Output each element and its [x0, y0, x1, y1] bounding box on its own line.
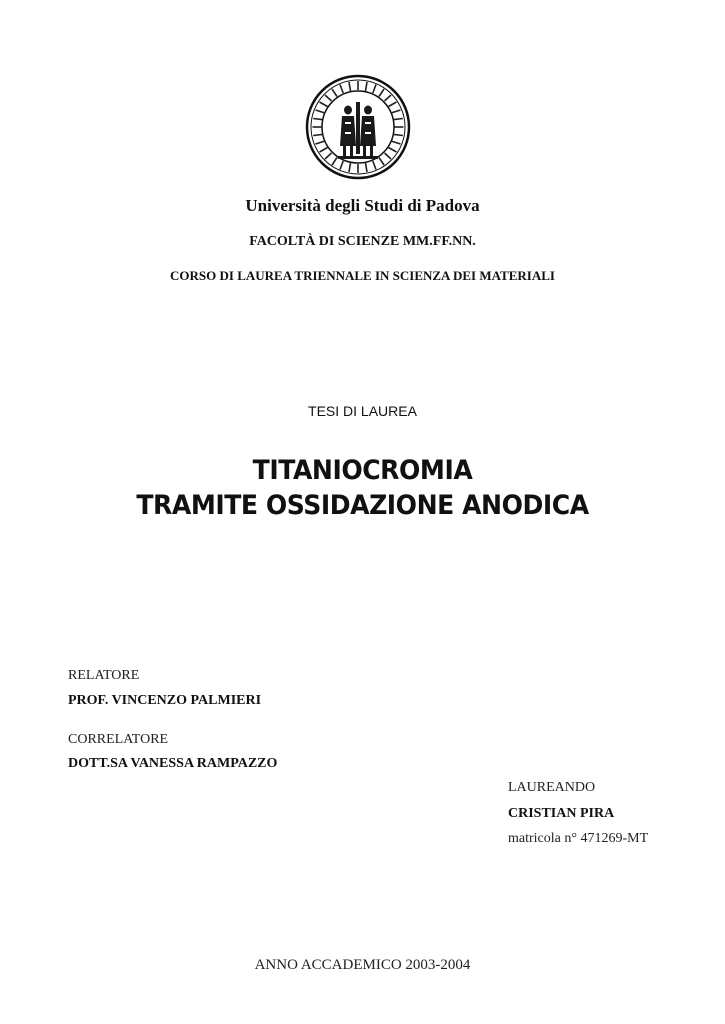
university-seal-icon [305, 74, 411, 180]
thesis-title-line-1: TITANIOCROMIA [252, 455, 473, 486]
course-name: CORSO DI LAUREA TRIENNALE IN SCIENZA DEI MATERIALI [170, 268, 555, 283]
academic-year: ANNO ACCADEMICO 2003-2004 [254, 957, 471, 973]
graduate-name: CRISTIAN PIRA [508, 806, 615, 821]
university-name: Università degli Studi di Padova [245, 196, 480, 215]
co-supervisor-label: CORRELATORE [68, 732, 169, 747]
graduate-matricola: matricola n° 471269-MT [508, 831, 649, 846]
graduate-label: LAUREANDO [508, 780, 596, 795]
faculty-name: FACOLTÀ DI SCIENZE MM.FF.NN. [249, 234, 476, 249]
supervisor-label: RELATORE [68, 668, 140, 683]
thesis-title-line-2: TRAMITE OSSIDAZIONE ANODICA [136, 490, 589, 521]
thesis-type: TESI DI LAUREA [308, 403, 417, 419]
supervisor-name: PROF. VINCENZO PALMIERI [68, 693, 262, 708]
co-supervisor-name: DOTT.SA VANESSA RAMPAZZO [68, 756, 278, 771]
